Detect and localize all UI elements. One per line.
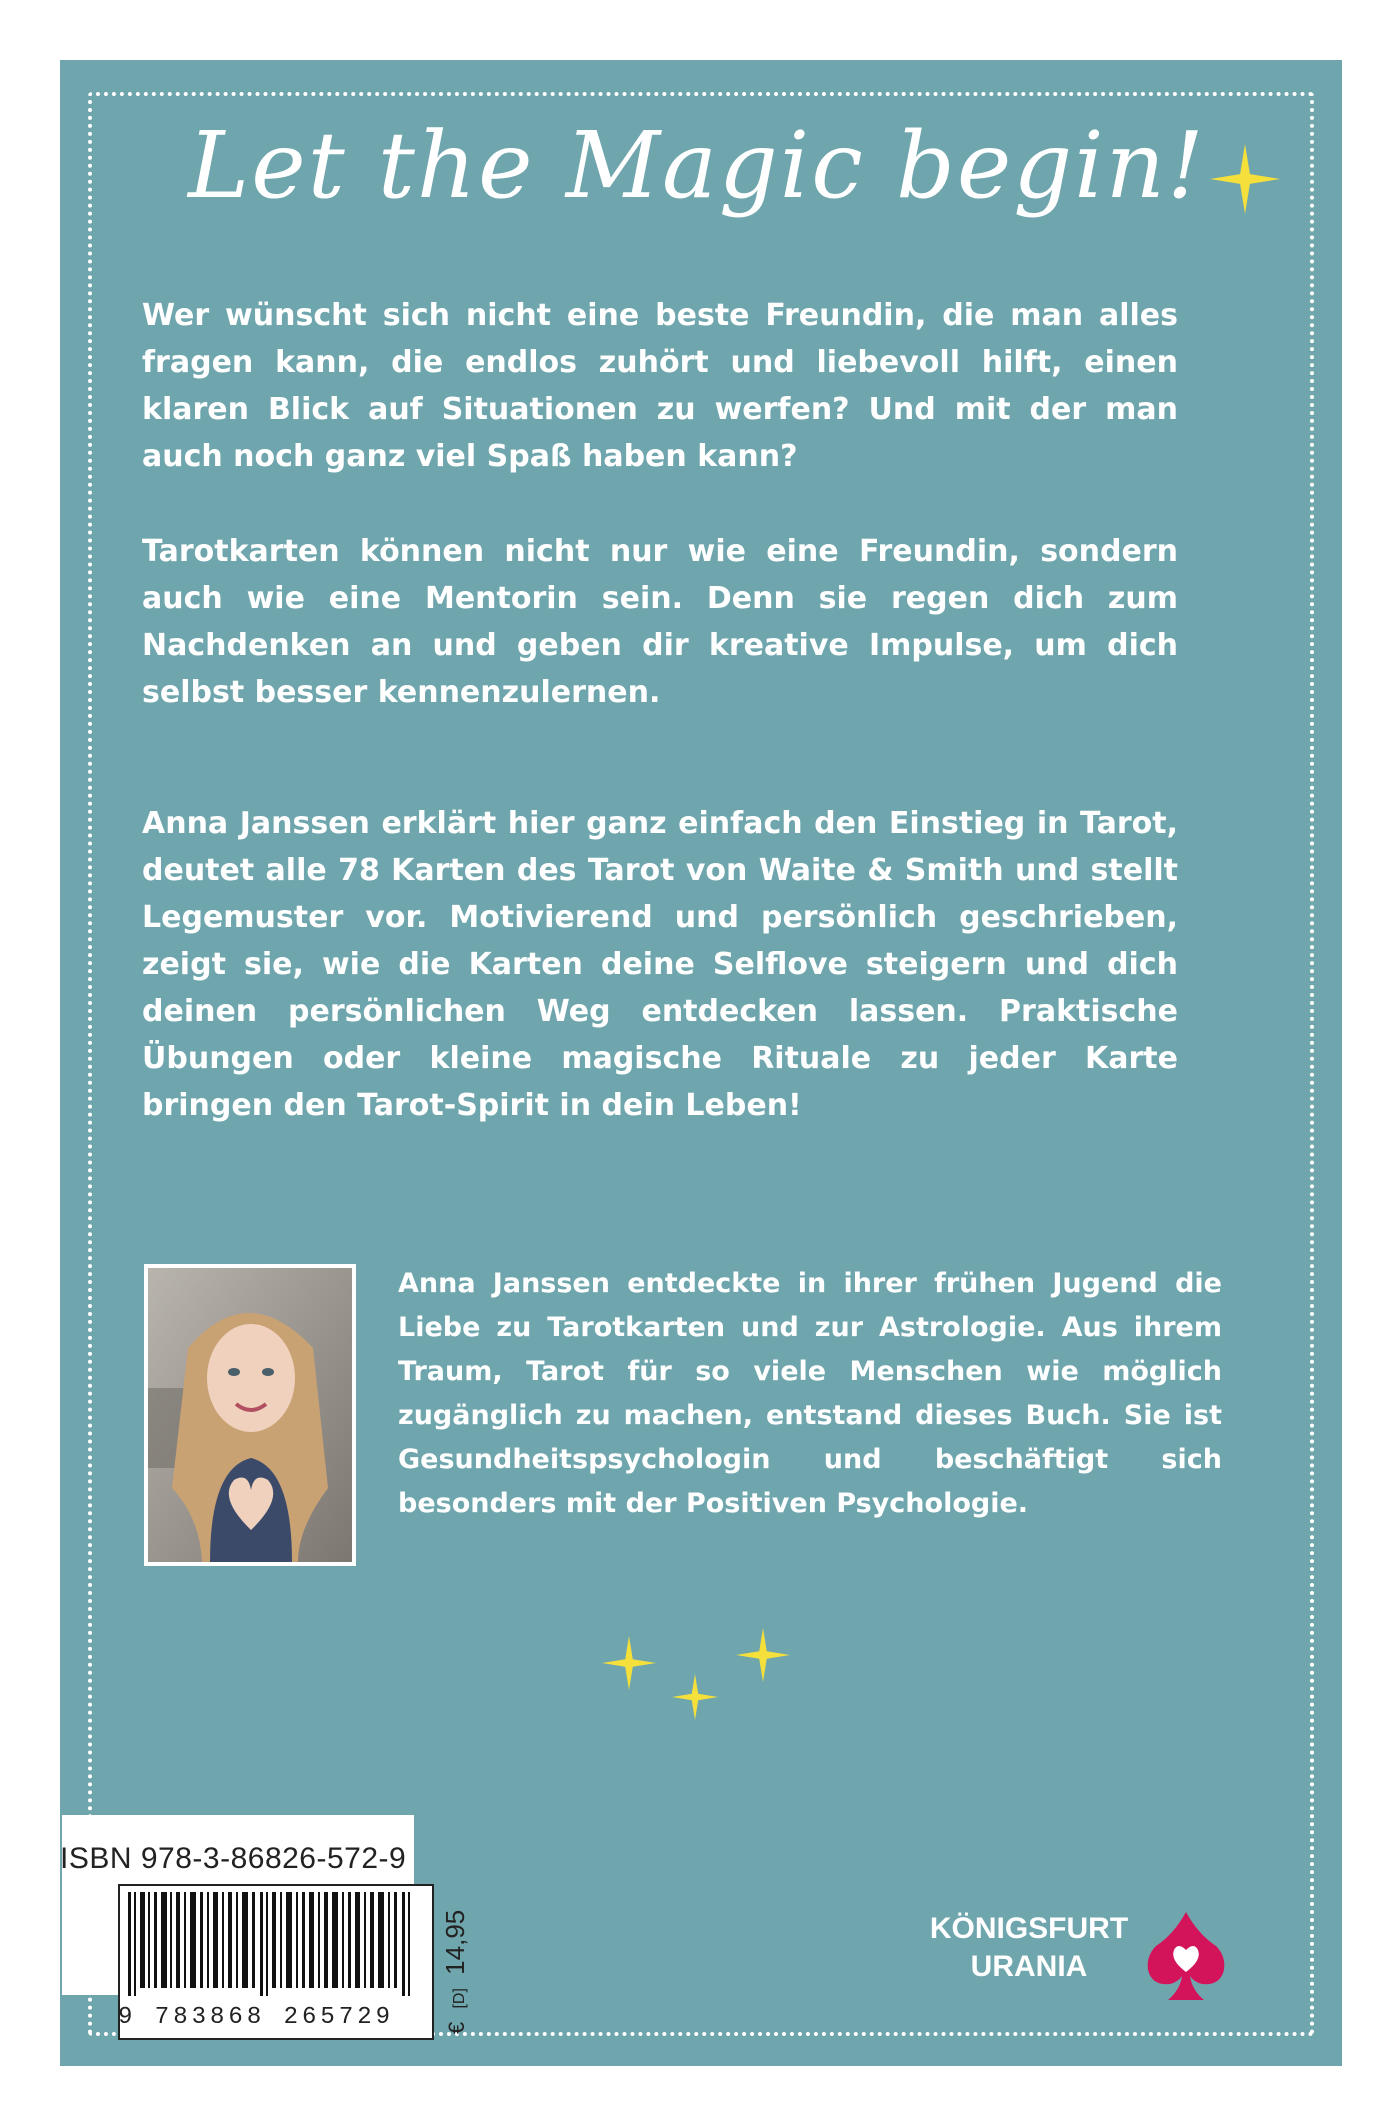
description-paragraph-1: Wer wünscht sich nicht eine beste Freundin, die man alles fragen kann, die endlos zuhört und liebevoll hilft, einen klaren Blick auf Situationen zu werfen? Und mit der man auch noch ganz viel Spaß haben kann? bbox=[142, 298, 1178, 474]
publisher-name-line-1: KÖNIGSFURT bbox=[929, 1912, 1129, 1945]
barcode-digits: 9 783868 265729 bbox=[118, 2004, 395, 2031]
price-country: [D] bbox=[451, 1988, 468, 2009]
description-paragraph-3: Anna Janssen erklärt hier ganz einfach den Einstieg in Tarot, deutet alle 78 Karten des Tarot von Waite & Smith und stellt Legemuster vor. Motivierend und persönlich geschrieben, zeigt sie, wie die Karten deine Selflove steigern und dich deinen persönlichen Weg entdecken lassen. Praktische Übungen oder kleine magische Rituale zu jeder Karte bringen den Tarot-Spirit in dein Leben! bbox=[142, 806, 1178, 1123]
sparkle-star-icon bbox=[602, 1636, 656, 1690]
publisher-logo-icon bbox=[1146, 1910, 1226, 2006]
price-label bbox=[440, 1910, 471, 2034]
publisher-name bbox=[904, 1910, 1154, 1986]
sparkle-star-icon bbox=[672, 1674, 718, 1720]
isbn-label: ISBN 978-3-86826-572-9 bbox=[60, 1842, 407, 1875]
price-amount: 14,95 bbox=[440, 1909, 470, 1975]
author-photo bbox=[144, 1264, 356, 1566]
price-currency: € bbox=[444, 2021, 469, 2034]
sparkle-star-icon bbox=[736, 1628, 790, 1682]
author-bio: Anna Janssen entdeckte in ihrer frühen Jugend die Liebe zu Tarotkarten und zur Astrologie. Aus ihrem Traum, Tarot für so viele Menschen wie möglich zugänglich zu machen, entstand dieses Buch. Sie ist Gesundheitspsychologin und beschäftigt sich besonders mit der Positiven Psychologie. bbox=[398, 1268, 1222, 1519]
barcode-bars-icon bbox=[120, 1886, 432, 1998]
description-paragraph-2: Tarotkarten können nicht nur wie eine Freundin, sondern auch wie eine Mentorin sein. Denn sie regen dich zum Nachdenken an und geben dir kreative Impulse, um dich selbst besser kennenzulernen. bbox=[142, 534, 1178, 710]
cover-title: Let the Magic begin! bbox=[188, 112, 1206, 219]
sparkle-star-icon bbox=[1210, 144, 1280, 214]
publisher-name-line-2: URANIA bbox=[970, 1950, 1088, 1983]
